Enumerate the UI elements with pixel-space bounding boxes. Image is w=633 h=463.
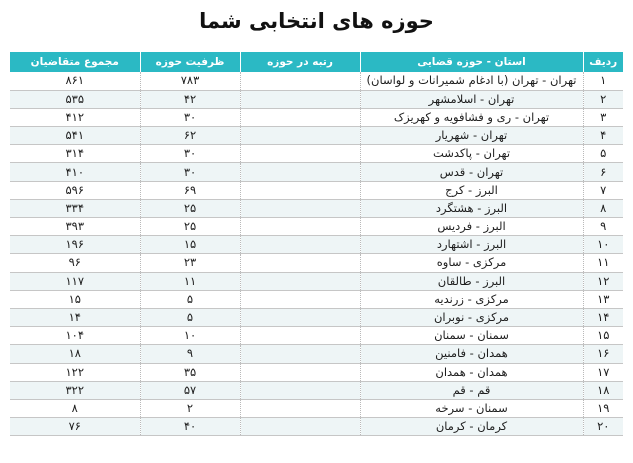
- cell-capacity: ۱۰: [140, 327, 240, 345]
- table-row: [10, 72, 623, 90]
- cell-capacity: ۴۲: [140, 90, 240, 108]
- cell-index: ۱۰: [583, 236, 623, 254]
- table-row: [10, 199, 623, 217]
- cell-capacity: ۳۰: [140, 145, 240, 163]
- table-body: [10, 72, 623, 436]
- cell-index: ۱۶: [583, 345, 623, 363]
- cell-rank: [240, 381, 360, 399]
- cell-region: تهران - شهریار: [360, 127, 583, 145]
- cell-rank: [240, 254, 360, 272]
- cell-region: البرز - فردیس: [360, 218, 583, 236]
- cell-capacity: ۳۰: [140, 108, 240, 126]
- cell-region: کرمان - کرمان: [360, 418, 583, 436]
- cell-total: ۱۱۷: [10, 272, 140, 290]
- cell-index: ۱۱: [583, 254, 623, 272]
- cell-region: البرز - کرج: [360, 181, 583, 199]
- cell-region: تهران - اسلامشهر: [360, 90, 583, 108]
- cell-rank: [240, 290, 360, 308]
- cell-region: مرکزی - زرندیه: [360, 290, 583, 308]
- cell-region: تهران - ری و فشافویه و کهریزک: [360, 108, 583, 126]
- cell-region: مرکزی - ساوه: [360, 254, 583, 272]
- cell-region: سمنان - سمنان: [360, 327, 583, 345]
- cell-capacity: ۱۵: [140, 236, 240, 254]
- cell-capacity: ۲۵: [140, 218, 240, 236]
- table-row: [10, 145, 623, 163]
- cell-total: ۴۱۰: [10, 163, 140, 181]
- cell-total: ۳۲۲: [10, 381, 140, 399]
- cell-total: ۳۱۴: [10, 145, 140, 163]
- cell-index: ۹: [583, 218, 623, 236]
- cell-index: ۱۴: [583, 308, 623, 326]
- cell-capacity: ۹: [140, 345, 240, 363]
- cell-capacity: ۴۰: [140, 418, 240, 436]
- cell-rank: [240, 181, 360, 199]
- table-row: [10, 399, 623, 417]
- cell-capacity: ۵: [140, 308, 240, 326]
- cell-region: تهران - پاکدشت: [360, 145, 583, 163]
- cell-rank: [240, 108, 360, 126]
- cell-index: ۳: [583, 108, 623, 126]
- cell-capacity: ۷۸۳: [140, 72, 240, 90]
- cell-rank: [240, 90, 360, 108]
- cell-region: البرز - هشتگرد: [360, 199, 583, 217]
- table-row: [10, 418, 623, 436]
- cell-region: همدان - همدان: [360, 363, 583, 381]
- cell-total: ۱۵: [10, 290, 140, 308]
- cell-index: ۸: [583, 199, 623, 217]
- cell-index: ۵: [583, 145, 623, 163]
- cell-rank: [240, 236, 360, 254]
- cell-total: ۱۲۲: [10, 363, 140, 381]
- table-row: [10, 218, 623, 236]
- cell-rank: [240, 327, 360, 345]
- table-row: [10, 127, 623, 145]
- cell-total: ۵۴۱: [10, 127, 140, 145]
- cell-region: مرکزی - نوبران: [360, 308, 583, 326]
- cell-total: ۵۳۵: [10, 90, 140, 108]
- cell-index: ۷: [583, 181, 623, 199]
- cell-index: ۱۳: [583, 290, 623, 308]
- cell-total: ۱۰۴: [10, 327, 140, 345]
- cell-rank: [240, 163, 360, 181]
- column-header-index: ردیف: [583, 52, 623, 72]
- cell-capacity: ۵۷: [140, 381, 240, 399]
- cell-rank: [240, 72, 360, 90]
- cell-capacity: ۲: [140, 399, 240, 417]
- table-row: [10, 181, 623, 199]
- column-header-rank: رتبه در حوزه: [240, 52, 360, 72]
- cell-total: ۱۸: [10, 345, 140, 363]
- page-title: حوزه های انتخابی شما: [199, 9, 434, 33]
- cell-total: ۱۴: [10, 308, 140, 326]
- cell-index: ۱: [583, 72, 623, 90]
- table-row: [10, 108, 623, 126]
- table-row: [10, 290, 623, 308]
- cell-rank: [240, 199, 360, 217]
- cell-index: ۶: [583, 163, 623, 181]
- table-row: [10, 163, 623, 181]
- cell-rank: [240, 308, 360, 326]
- cell-rank: [240, 272, 360, 290]
- cell-index: ۱۹: [583, 399, 623, 417]
- table-header-row: [10, 52, 623, 72]
- cell-capacity: ۵: [140, 290, 240, 308]
- cell-total: ۱۹۶: [10, 236, 140, 254]
- cell-region: همدان - فامنین: [360, 345, 583, 363]
- cell-region: البرز - اشتهارد: [360, 236, 583, 254]
- table-row: [10, 381, 623, 399]
- cell-region: تهران - قدس: [360, 163, 583, 181]
- table-row: [10, 236, 623, 254]
- cell-total: ۵۹۶: [10, 181, 140, 199]
- cell-rank: [240, 145, 360, 163]
- cell-rank: [240, 127, 360, 145]
- table-row: [10, 327, 623, 345]
- cell-region: تهران - تهران (با ادغام شمیرانات و لواسان): [360, 72, 583, 90]
- table-row: [10, 272, 623, 290]
- cell-capacity: ۱۱: [140, 272, 240, 290]
- cell-capacity: ۳۰: [140, 163, 240, 181]
- cell-capacity: ۳۵: [140, 363, 240, 381]
- column-header-total: مجموع متقاضیان: [30, 56, 119, 68]
- cell-index: ۴: [583, 127, 623, 145]
- cell-region: قم - قم: [360, 381, 583, 399]
- cell-index: ۱۲: [583, 272, 623, 290]
- constituencies-table-wrapper: [10, 52, 623, 436]
- table-row: [10, 254, 623, 272]
- column-header-capacity: ظرفیت حوزه: [140, 52, 240, 72]
- cell-rank: [240, 399, 360, 417]
- cell-total: ۸: [10, 399, 140, 417]
- cell-total: ۳۳۴: [10, 199, 140, 217]
- table-row: [10, 90, 623, 108]
- cell-index: ۲۰: [583, 418, 623, 436]
- table-row: [10, 308, 623, 326]
- cell-capacity: ۶۹: [140, 181, 240, 199]
- column-header-region: استان - حوزه قضایی: [360, 52, 583, 72]
- cell-capacity: ۶۲: [140, 127, 240, 145]
- cell-total: ۹۶: [10, 254, 140, 272]
- cell-total: ۳۹۳: [10, 218, 140, 236]
- table-header: [10, 52, 623, 72]
- cell-capacity: ۲۵: [140, 199, 240, 217]
- cell-rank: [240, 345, 360, 363]
- cell-total: ۷۶: [10, 418, 140, 436]
- cell-index: ۱۸: [583, 381, 623, 399]
- cell-rank: [240, 418, 360, 436]
- table-row: [10, 363, 623, 381]
- cell-index: ۲: [583, 90, 623, 108]
- cell-index: ۱۵: [583, 327, 623, 345]
- cell-rank: [240, 218, 360, 236]
- table-row: [10, 345, 623, 363]
- cell-region: البرز - طالقان: [360, 272, 583, 290]
- cell-total: ۴۱۲: [10, 108, 140, 126]
- constituencies-table: [10, 52, 623, 436]
- cell-capacity: ۲۳: [140, 254, 240, 272]
- cell-region: سمنان - سرخه: [360, 399, 583, 417]
- cell-index: ۱۷: [583, 363, 623, 381]
- cell-rank: [240, 363, 360, 381]
- cell-total: ۸۶۱: [10, 72, 140, 90]
